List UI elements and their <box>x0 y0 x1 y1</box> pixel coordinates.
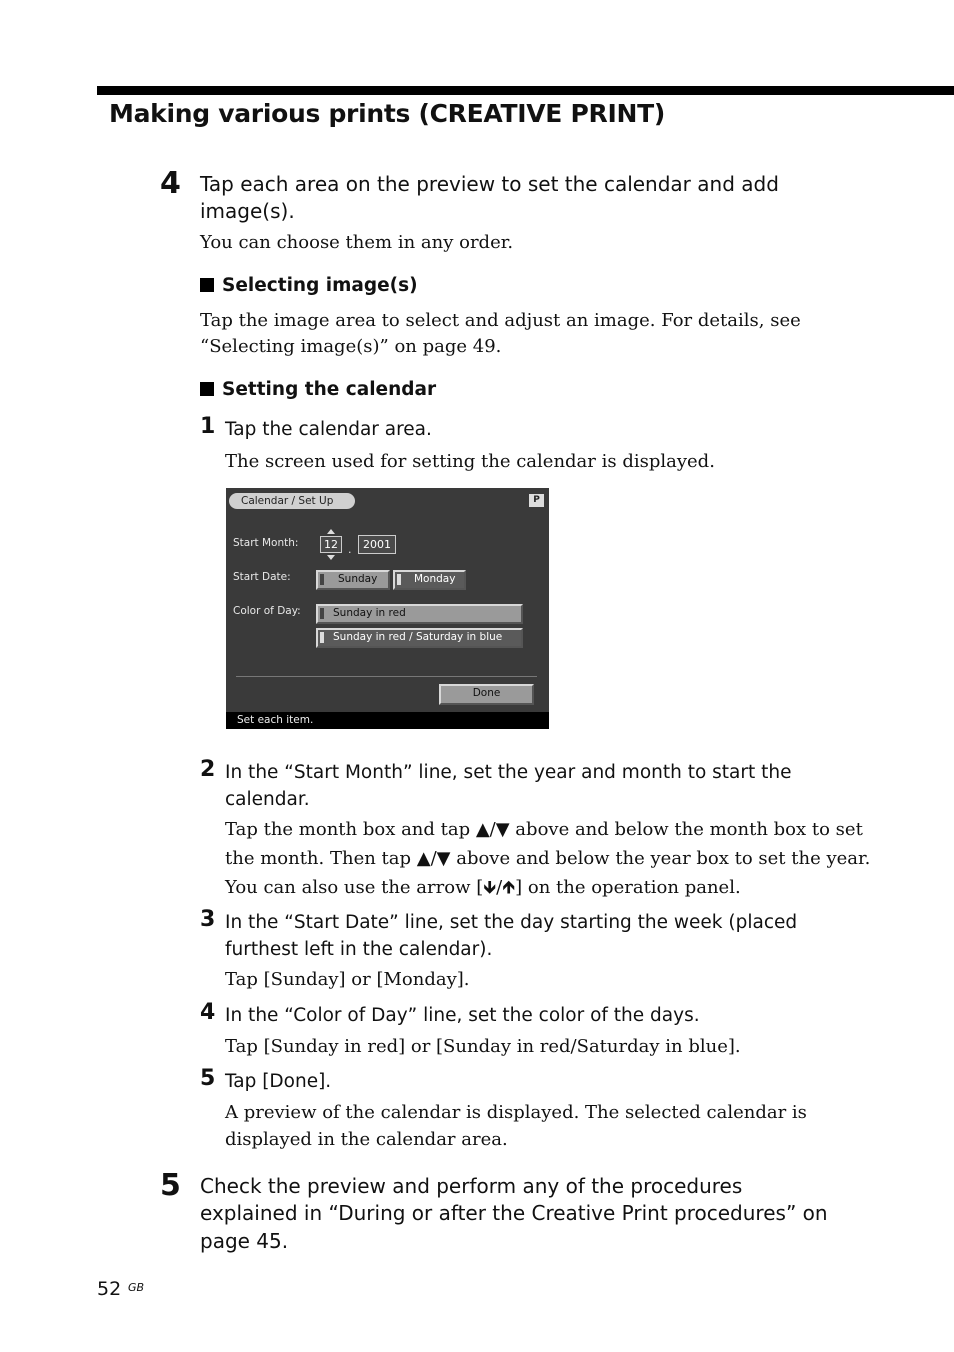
selection-indicator <box>320 632 324 643</box>
substep-desc: You can also use the arrow [🡻/🡹] on the operation panel. <box>225 877 741 898</box>
step-heading-line: page 45. <box>200 1229 289 1253</box>
date-separator: . <box>348 543 352 556</box>
substep-number: 3 <box>200 907 216 932</box>
month-up-arrow-icon[interactable] <box>327 529 335 534</box>
substep-desc: Tap the month box and tap ▲/▼ above and below the month box to set <box>225 819 863 840</box>
month-down-arrow-icon[interactable] <box>327 555 335 560</box>
divider <box>236 676 537 677</box>
header-rule <box>97 86 954 95</box>
screen-title: Calendar / Set Up <box>229 493 355 509</box>
step-heading-line: explained in “During or after the Creative Print procedures” on <box>200 1201 828 1225</box>
selection-indicator <box>320 608 324 619</box>
paragraph-line: “Selecting image(s)” on page 49. <box>200 336 502 357</box>
step-number: 5 <box>160 1168 181 1203</box>
subsection-heading: Setting the calendar <box>200 379 436 400</box>
subsection-heading: Selecting image(s) <box>200 275 418 296</box>
substep-desc: Tap [Sunday] or [Monday]. <box>225 969 470 990</box>
substep-title: calendar. <box>225 789 310 810</box>
color-of-day-label: Color of Day: <box>233 605 301 617</box>
square-bullet-icon <box>200 278 214 292</box>
page-number: 52 <box>97 1278 122 1300</box>
step-number: 4 <box>160 166 181 201</box>
sunday-red-saturday-blue-button[interactable]: Sunday in red / Saturday in blue <box>316 628 523 648</box>
step-heading-line: image(s). <box>200 199 295 223</box>
paragraph-line: Tap the image area to select and adjust an image. For details, see <box>200 310 801 331</box>
substep-number: 5 <box>200 1066 216 1091</box>
substep-title: In the “Color of Day” line, set the color of the days. <box>225 1005 700 1026</box>
substep-title: In the “Start Date” line, set the day starting the week (placed <box>225 912 798 933</box>
step-heading-line: Check the preview and perform any of the procedures <box>200 1174 743 1198</box>
sunday-button[interactable]: Sunday <box>316 570 390 590</box>
substep-title: Tap the calendar area. <box>225 419 432 440</box>
month-box[interactable]: 12 <box>320 536 342 553</box>
selection-indicator <box>320 574 324 585</box>
substep-desc: Tap [Sunday in red] or [Sunday in red/Saturday in blue]. <box>225 1036 741 1057</box>
monday-button[interactable]: Monday <box>393 570 466 590</box>
square-bullet-icon <box>200 382 214 396</box>
substep-title: Tap [Done]. <box>225 1071 332 1092</box>
page-suffix: GB <box>128 1281 145 1294</box>
status-bar: Set each item. <box>226 712 549 729</box>
substep-number: 4 <box>200 1000 216 1025</box>
substep-title: In the “Start Month” line, set the year and month to start the <box>225 762 792 783</box>
substep-number: 1 <box>200 414 216 439</box>
substep-desc: A preview of the calendar is displayed. The selected calendar is <box>225 1102 807 1123</box>
substep-desc: displayed in the calendar area. <box>225 1129 508 1150</box>
step-note: You can choose them in any order. <box>200 232 514 253</box>
print-badge-icon: P <box>529 494 544 507</box>
start-month-label: Start Month: <box>233 537 299 549</box>
section-title: Making various prints (CREATIVE PRINT) <box>109 99 665 128</box>
substep-desc: the month. Then tap ▲/▼ above and below the year box to set the year. <box>225 848 871 869</box>
selection-indicator <box>397 574 401 585</box>
step-heading-line: Tap each area on the preview to set the calendar and add <box>200 172 779 196</box>
substep-desc: The screen used for setting the calendar is displayed. <box>225 451 715 472</box>
calendar-setup-screen <box>226 488 549 729</box>
sunday-in-red-button[interactable]: Sunday in red <box>316 604 523 624</box>
substep-title: furthest left in the calendar). <box>225 939 493 960</box>
start-date-label: Start Date: <box>233 571 291 583</box>
year-box[interactable]: 2001 <box>358 535 396 554</box>
done-button[interactable]: Done <box>439 684 534 705</box>
substep-number: 2 <box>200 757 216 782</box>
